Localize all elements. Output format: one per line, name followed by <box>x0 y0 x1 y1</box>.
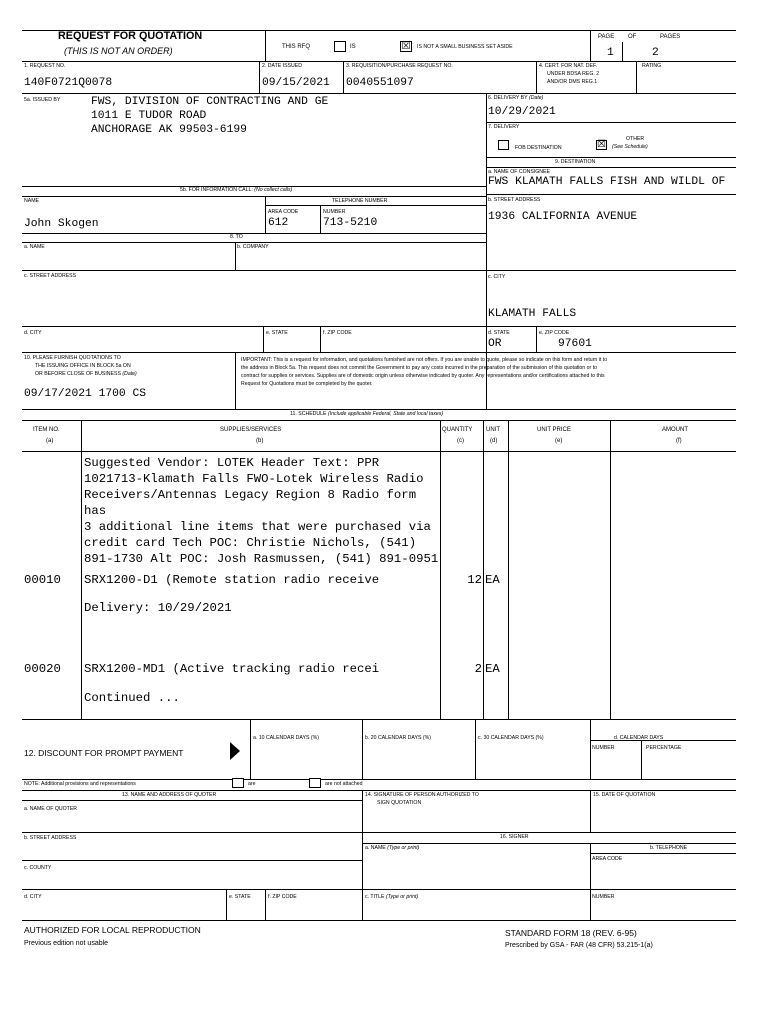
signer-number-label: NUMBER <box>592 894 615 900</box>
quoter-name-label: a. NAME OF QUOTER <box>24 806 78 812</box>
this-rfq-label: THIS RFQ <box>282 44 310 50</box>
item-1-qty: 12 <box>467 573 482 587</box>
issued-by-label: 5a. ISSUED BY <box>24 97 61 103</box>
furnish-label-1: 10. PLEASE FURNISH QUOTATIONS TO <box>24 355 121 361</box>
footer-authorized: AUTHORIZED FOR LOCAL REPRODUCTION <box>24 925 201 935</box>
is-not-small-business-label: IS NOT A SMALL BUSINESS SET ASIDE <box>417 44 513 50</box>
form-title: REQUEST FOR QUOTATION <box>58 30 203 42</box>
signer-name-label: a. NAME (Type or print) <box>365 845 420 851</box>
discount-label: 12. DISCOUNT FOR PROMPT PAYMENT <box>24 748 184 758</box>
to-city-label: d. CITY <box>24 330 42 336</box>
request-no-label: 1. REQUEST NO. <box>24 63 66 69</box>
issued-by-line2: 1011 E TUDOR ROAD <box>91 110 207 122</box>
other-label: OTHER <box>626 136 645 142</box>
signature-label-1: 14. SIGNATURE OF PERSON AUTHORIZED TO <box>365 792 479 798</box>
requisition-label: 3. REQUISITION/PURCHASE REQUEST NO. <box>346 63 453 69</box>
rating-label: RATING <box>642 63 662 69</box>
date-issued-label: 2. DATE ISSUED <box>262 63 302 69</box>
telephone-number-label: TELEPHONE NUMBER <box>332 198 388 204</box>
to-company-label: b. COMPANY <box>237 244 269 250</box>
to-name-label: a. NAME <box>24 244 45 250</box>
col-supplies-header: SUPPLIES/SERVICES <box>220 427 282 433</box>
discount-30-label: c. 30 CALENDAR DAYS (%) <box>478 735 544 741</box>
form-subtitle: (THIS IS NOT AN ORDER) <box>64 46 173 56</box>
quoter-county-label: c. COUNTY <box>24 865 52 871</box>
furnish-date-value: 09/17/2021 1700 CS <box>24 388 147 400</box>
fob-destination-checkbox[interactable] <box>498 140 509 150</box>
are-not-label: are not attached <box>325 781 363 787</box>
request-no-value: 140F0721Q0078 <box>24 77 113 89</box>
delivery-label: 7. DELIVERY <box>488 124 520 130</box>
discount-20-label: b. 20 CALENDAR DAYS (%) <box>365 735 431 741</box>
requisition-value: 0040551097 <box>346 77 414 89</box>
furnish-label-3: OR BEFORE CLOSE OF BUSINESS (Date) <box>35 371 137 377</box>
other-note: (See Schedule) <box>612 144 648 150</box>
contact-name-label: NAME <box>24 198 39 204</box>
dest-state-label: d. STATE <box>488 330 510 336</box>
dest-street-label: b. STREET ADDRESS <box>488 197 541 203</box>
consignee-value: FWS KLAMATH FALLS FISH AND WILDL OF <box>488 176 726 188</box>
discount-percentage-label: PERCENTAGE <box>646 745 682 751</box>
item-1-no: 00010 <box>24 573 61 587</box>
col-qty-sub: (c) <box>457 438 464 444</box>
to-street-label: c. STREET ADDRESS <box>24 273 77 279</box>
pages-label: PAGES <box>660 34 681 40</box>
item-2-desc: SRX1200-MD1 (Active tracking radio recei <box>84 662 380 676</box>
discount-number-label: NUMBER <box>592 745 615 751</box>
col-amount-sub: (f) <box>676 438 682 444</box>
date-issued-value: 09/15/2021 <box>262 77 330 89</box>
are-checkbox[interactable] <box>232 778 244 788</box>
arrow-right-icon <box>230 742 240 760</box>
schedule-note-line: Receivers/Antennas Legacy Region 8 Radio form has <box>84 488 417 518</box>
col-supplies-sub: (b) <box>256 438 264 444</box>
schedule-note-line: 891-1730 Alt POC: Josh Rasmussen, (541) 891-0951 <box>84 552 439 566</box>
furnish-label-2: THE ISSUING OFFICE IN BLOCK 5a ON <box>35 363 131 369</box>
deliver-by-value: 10/29/2021 <box>488 106 556 118</box>
col-item-sub: (a) <box>46 438 54 444</box>
area-code-value: 612 <box>268 217 289 229</box>
to-state-label: e. STATE <box>266 330 288 336</box>
dest-city-label: c. CITY <box>488 274 506 280</box>
signature-label-2: SIGN QUOTATION <box>377 800 422 806</box>
deliver-by-label: 6. DELIVERY BY (Date) <box>488 95 544 101</box>
consignee-label: a. NAME OF CONSIGNEE <box>488 169 550 175</box>
footer-prescribed-by: Prescribed by GSA - FAR (48 CFR) 53.215-1(a) <box>505 942 653 949</box>
page-label: PAGE <box>598 34 615 40</box>
info-call-label: 5b. FOR INFORMATION CALL: (No collect calls) <box>180 187 293 193</box>
schedule-note-line: credit card Tech POC: Christie Nichols, (541) <box>84 536 417 550</box>
date-of-quotation-label: 15. DATE OF QUOTATION <box>593 792 656 798</box>
to-label: 8. TO <box>230 234 243 240</box>
destination-label: 9. DESTINATION <box>555 159 596 165</box>
is-label: IS <box>350 44 356 50</box>
signer-title-label: c. TITLE (Type or print) <box>365 894 419 900</box>
col-qty-header: QUANTITY <box>442 427 473 433</box>
item-2-unit: EA <box>485 662 500 676</box>
quoter-zip-label: f. ZIP CODE <box>268 894 297 900</box>
number-label: NUMBER <box>323 209 346 215</box>
schedule-note <box>84 455 440 567</box>
page-number: 1 <box>607 47 614 59</box>
signer-area-code-label: AREA CODE <box>592 856 623 862</box>
col-unit-header: UNIT <box>486 427 500 433</box>
dest-state-value: OR <box>488 338 502 350</box>
discount-10-label: a. 10 CALENDAR DAYS (%) <box>253 735 319 741</box>
item-1-desc: SRX1200-D1 (Remote station radio receive <box>84 573 380 587</box>
is-checkbox[interactable] <box>334 41 346 52</box>
other-checkbox[interactable]: ☒ <box>597 139 606 150</box>
schedule-note-line: 1021713-Klamath Falls FWO-Lotek Wireless Radio <box>84 472 424 486</box>
schedule-title: 11. SCHEDULE (Include applicable Federal, State and local taxes) <box>290 411 444 417</box>
issued-by-line1: FWS, DIVISION OF CONTRACTING AND GE <box>91 96 329 108</box>
col-price-sub: (e) <box>555 438 563 444</box>
number-value: 713-5210 <box>323 217 378 229</box>
col-item-header: ITEM NO. <box>33 427 60 433</box>
of-label: OF <box>628 34 637 40</box>
quoter-city-label: d. CITY <box>24 894 42 900</box>
quoter-street-label: b. STREET ADDRESS <box>24 835 77 841</box>
schedule-note-line: 3 additional line items that were purchased via <box>84 520 431 534</box>
to-zip-label: f. ZIP CODE <box>323 330 352 336</box>
are-not-checkbox[interactable] <box>309 778 321 788</box>
note-text: NOTE: Additional provisions and representations <box>24 781 136 787</box>
dest-city-value: KLAMATH FALLS <box>488 308 577 320</box>
col-amount-header: AMOUNT <box>662 427 688 433</box>
item-2-qty: 2 <box>474 662 482 676</box>
area-code-label: AREA CODE <box>268 209 299 215</box>
dest-zip-value: 97601 <box>558 338 592 350</box>
footer-previous-edition: Previous edition not usable <box>24 940 109 947</box>
cert-label-3: AND/OR DMS REG.1 <box>547 79 598 85</box>
important-notice: IMPORTANT: This is a request for information, and quotations furnished are not offers. If you are unable to quote, please so indicate on this form and return it to the address in Block 5a. This request does not commit the Government to pay any costs incurred in the preparation of the submission of this quotation or to contract for supplies or services. Supplies are of domestic origin unless otherwise indicated by quoter. Any representations and/or certifications attached to this Request for Quotations must be completed by the quoter. <box>241 357 608 387</box>
item-2-no: 00020 <box>24 662 61 676</box>
signer-label: 16. SIGNER <box>500 834 529 840</box>
col-price-header: UNIT PRICE <box>537 427 571 433</box>
fob-destination-label: FOB DESTINATION <box>515 145 562 151</box>
col-unit-sub: (d) <box>490 438 498 444</box>
discount-calendar-days-label: d. CALENDAR DAYS <box>614 735 664 741</box>
cert-label-1: 4. CERT. FOR NAT. DEF. <box>539 63 598 69</box>
telephone-label: b. TELEPHONE <box>650 845 688 851</box>
item-1-delivery: Delivery: 10/29/2021 <box>84 601 232 615</box>
cert-label-2: UNDER BDSA REG. 2 <box>547 71 600 77</box>
quoter-state-label: e. STATE <box>229 894 251 900</box>
is-not-checkbox[interactable]: ☒ <box>401 41 411 52</box>
item-2-continued: Continued ... <box>84 691 180 705</box>
item-1-unit: EA <box>485 573 500 587</box>
are-label: are <box>248 781 256 787</box>
contact-name-value: John Skogen <box>24 218 99 230</box>
footer-standard-form: STANDARD FORM 18 (REV. 6-95) <box>505 928 637 938</box>
issued-by-line3: ANCHORAGE AK 99503-6199 <box>91 124 247 136</box>
schedule-note-line: Suggested Vendor: LOTEK Header Text: PPR <box>84 456 380 470</box>
dest-street-value: 1936 CALIFORNIA AVENUE <box>488 211 638 223</box>
quoter-title: 13. NAME AND ADDRESS OF QUOTER <box>122 792 217 798</box>
dest-zip-label: e. ZIP CODE <box>539 330 570 336</box>
total-pages: 2 <box>652 47 659 59</box>
